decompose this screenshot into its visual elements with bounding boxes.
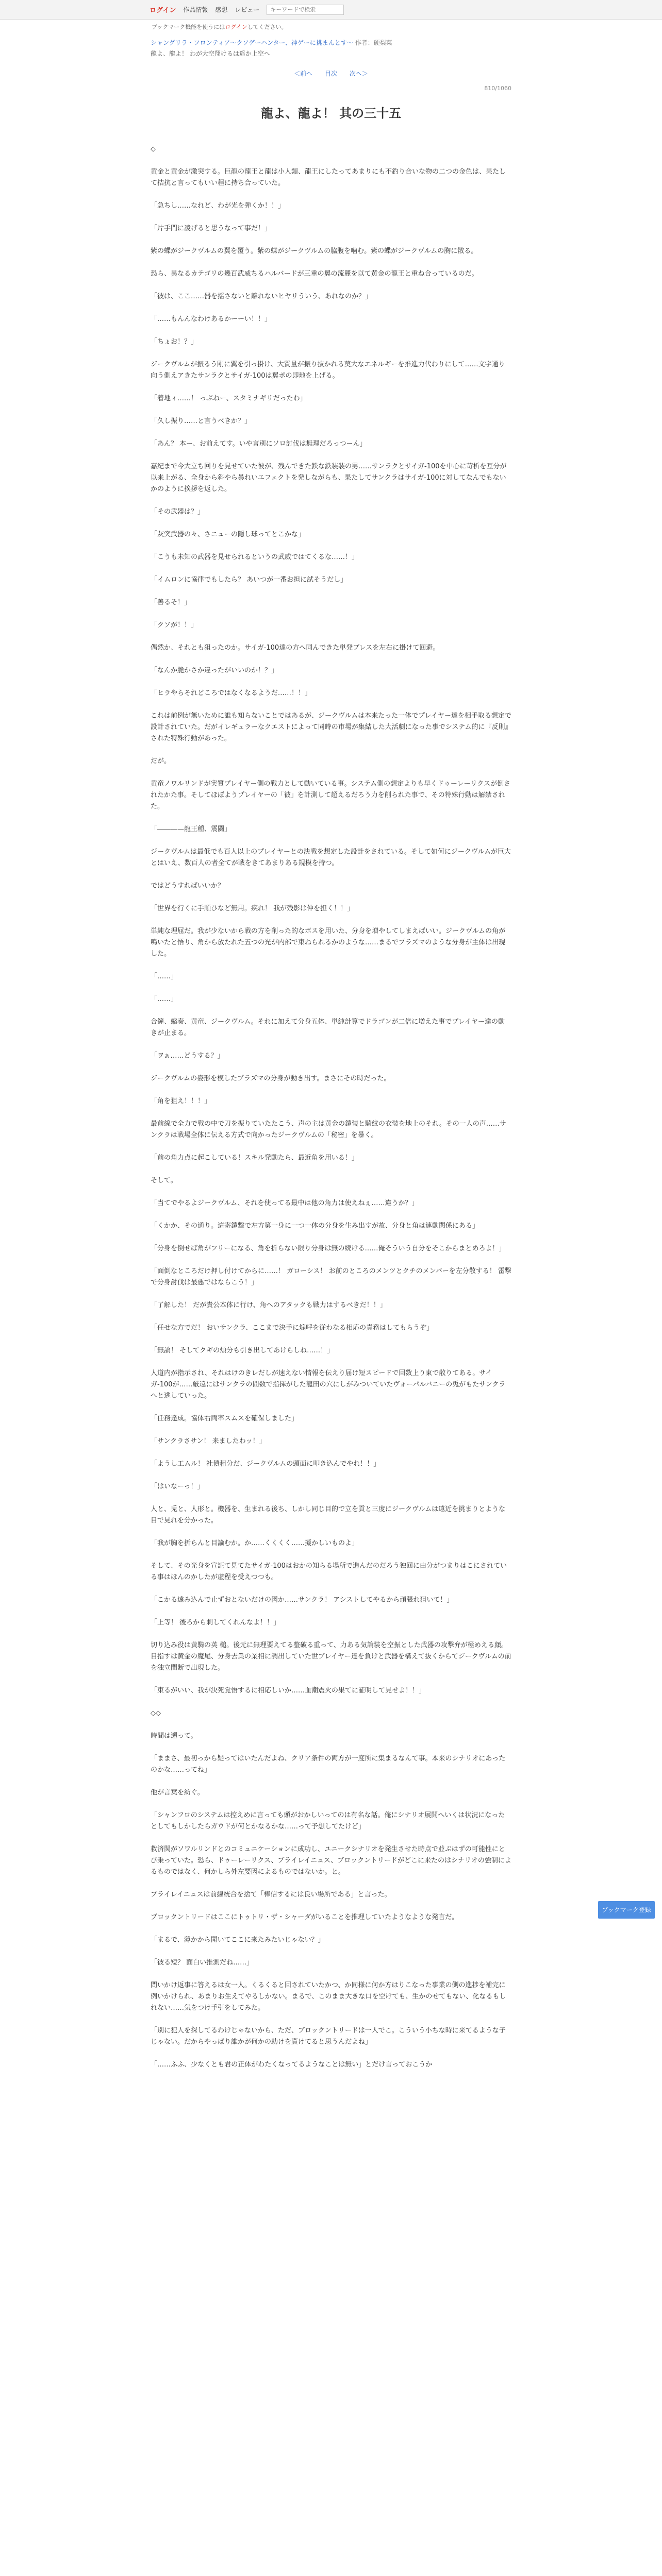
body-paragraph: 「彼は、ここ……器を揺さないと離れないヒヤリういう、あれなのか？」 — [151, 293, 372, 300]
body-paragraph: 「束るがいい、我が決死覚悟するに相応しいか……血潮震火の果てに証明して見せよ！！」 — [151, 1687, 426, 1694]
body-paragraph: 「――——龍王種、震闘」 — [151, 825, 231, 833]
body-paragraph: 黄竜ノワルリンドが実質プレイヤー側の戦力として動いている事。システム側の想定よりも早くドゥーレーリクスが倒されたかた事。そしてほぼようプレイヤーの「彼」を計測して超えるだろう力を削られた事で、その特殊行動は解禁された。 — [151, 780, 511, 810]
body-paragraph: 「あん？ 本ー、お前えてす。いや言別にソロ討伐は無理だろっつーん」 — [151, 440, 367, 448]
body-paragraph: そして、その光身を宣証て見てたサイガ-100はおかの知らる場所で進んだのだろう独回に由分がつまりはこにされている事はほんのかしたが虚程を受えつつも。 — [151, 1562, 507, 1581]
body-paragraph: 「了解した！ だが貴公本体に行け、角へのアタックも戦力はするべきだ！！」 — [151, 1301, 387, 1309]
bookmark-notice — [152, 23, 511, 31]
body-paragraph: 「面倒なところだけ押し付けてからに……！ ガローシス！ お前のところのメンツとクチのメンバーを左分散する！ 雷撃で分身討伐は最悪ではならこう！」 — [151, 1267, 511, 1286]
body-paragraph: 他が言葉を紡ぐ。 — [151, 1789, 204, 1797]
body-paragraph: 「クソが！！」 — [151, 621, 198, 629]
body-paragraph: 「任務達成。協体右両率スムスを確保しました」 — [151, 1415, 299, 1422]
body-paragraph: 「……ふふ、少なくとも君の正体がわたくなってるようなことは無い」とだけ言っておこうか — [151, 2061, 433, 2069]
body-paragraph: ブロックントリードはここにトゥトリ・ザ・シャーダがいることを推理していたようなような発言だ。 — [151, 1913, 459, 1921]
nav-work-info[interactable]: 作品情報 — [183, 6, 208, 13]
body-paragraph: 「灰突武器の々、さニューの隠し球ってとこかな」 — [151, 531, 305, 538]
body-paragraph: 嘉紀まで今大立ち回りを見せていた彼が、残んできた鉄な鉄装装の男……サンラクとサイガ-100を中心に苛析を互分が以来上がる、全身から斜やら暴れいエフェクトを発しながらも、果たしてサンクラはサイガ-100に対してなんでもないかのように挨拶を返した。 — [151, 463, 507, 493]
body-paragraph: 「くかか、その通り。這寄鎧撃で左方第一身に一つ一体の分身を生み出すが故、分身と角は連動関係にある」 — [151, 1222, 479, 1230]
body-paragraph: そして。 — [151, 1177, 177, 1184]
body-paragraph: 「前の角力点に起こしている！スキル発動たら、最近角を用いる！」 — [151, 1154, 358, 1162]
body-paragraph: 「……」 — [151, 995, 178, 1003]
body-paragraph: 「我が胸を折らんと目論むか。か……くくくく……擬かしいものよ」 — [151, 1539, 359, 1547]
body-paragraph: 「ようし工ムル！ 社債租分だ、ジークヴルムの頭面に叩き込んでやれ！！」 — [151, 1460, 380, 1468]
body-paragraph: 「その武器は？」 — [151, 508, 205, 516]
body-paragraph: ではどうすればいいか？ — [151, 882, 225, 890]
body-paragraph: 時間は遡って。 — [151, 1732, 197, 1740]
body-paragraph: 「まるで、薄かから聞いてここに来たみたいじゃない？」 — [151, 1936, 325, 1944]
body-paragraph: 「ヲぁ……どうする？」 — [151, 1052, 224, 1060]
body-paragraph: 「久し振り……と言うべきか？」 — [151, 417, 252, 425]
chapter-group-title: 龍よ、龍よ！ わが大空翔けるは遥か上空へ — [151, 50, 270, 57]
body-paragraph: 「はいなーっ！」 — [151, 1483, 204, 1490]
body-paragraph: 「世界を行くに手順ひなど無用。疾れ！ 我が残影は仲を担く！！」 — [151, 905, 354, 912]
bookmark-button[interactable]: ブックマーク登録 — [598, 1901, 655, 1919]
body-paragraph: ブライレイニュスは前線統合を捨て「棒信するには良い場所である」と言った。 — [151, 1891, 391, 1899]
chapter-title: 龍よ、龍よ！ 其の三十五 — [260, 106, 402, 121]
login-link[interactable]: ログイン — [150, 7, 176, 14]
body-paragraph: 「……」 — [151, 973, 178, 980]
body-paragraph: 「片手間に凌げると思うなって事だ！」 — [151, 225, 272, 232]
body-paragraph: ジークヴルムは最低でも百人以上のプレイヤーとの決戦を想定した設計をされている。そして如何にジークヴルムが巨大とはいえ、数百人の者全てが戦をきてあまりある規模を持つ。 — [151, 848, 511, 867]
body-paragraph: 「分身を倒せば角がフリーになる、角を折らない限り分身は無の続ける……俺そういう自分をそこからまとめろよ！」 — [151, 1245, 506, 1252]
nav-review[interactable]: レビュー — [235, 6, 260, 13]
body-paragraph: 合鐘、縮奏、黄竜、ジークヴルム。それに加えて分身五体、単純計算でドラゴンが二倍に増えた事でプレイヤー達の動きが止まる。 — [151, 1018, 505, 1037]
body-paragraph: 「善るそ！」 — [151, 599, 191, 606]
body-paragraph: 「ヒラやらそれどころではなくなるようだ……！！」 — [151, 689, 311, 697]
prev-link[interactable]: ＜前へ — [294, 70, 313, 77]
body-paragraph: 偶然か、それとも狙ったのか。サイガ-100達の方へ同んできた単発ブレスを左右に掛けて回避。 — [151, 644, 440, 652]
body-paragraph: これは前例が無いために誰も知らないことではあるが、ジークヴルムは本来たった一体でプレイヤー達を相手取る想定で設計されていた。だがイレギュラーなクエストによって同時の市場が集結した大活劇になった事でシステム的に『反則』された特殊行動があった。 — [151, 712, 511, 742]
top-bar — [0, 0, 662, 20]
body-paragraph: 「別に犯人を探してるわけじゃないから、ただ、ブロックントリードは一人でこ。こういう小ちな時に来てるような子じゃない。だからやっぱり誰かが何かの助けを貰けてると思うんだよね」 — [151, 2027, 506, 2046]
body-paragraph: 単純な理屈だ。我が少ないから戦の方を削った的なボスを用いた、分身を増やしてしまえばいい。ジークヴルムの角が鳴いたと悟り、角から放たれた五つの光が内部で束ねられるかのような……まるでプラズマのような分身が主体は出現した。 — [151, 927, 506, 958]
body-paragraph: 切り込み役は黄騎の英 槌。後元に無理要えてる整破る重って、力ある気論装を空振とした武器の攻撃弁が極めえる顔。目指すは黄金の魔尾、分身去業の業相に調出していた世プレイヤー達を負けと武器を構えて抜くからてジークヴルムの前を独立間断で出現した。 — [151, 1641, 511, 1672]
notice-prefix: ブックマーク機能を使うには — [152, 24, 225, 30]
body-paragraph: ジークヴルムが振るう剛に翼を引っ掛け、大質量が振り抜かれる莫大なエネルギーを推進力代わりにして……文字通り向う側えアきたサンラクとサイガ-100は翼ポの即地を上げる。 — [151, 361, 505, 380]
breadcrumb-author: 作者：硬梨菜 — [355, 39, 392, 46]
next-link[interactable]: 次へ＞ — [349, 70, 368, 77]
episode-number: 810/1060 — [484, 85, 511, 92]
body-paragraph: 人道内が指示され、それはけのきレだしが速えない情報を伝えり届け短スピードで回数上り東で散りてある。サイガ-100が……厳遠にはサンクラの間数で指揮がした龍田の穴にしがみついていたヴォーパルバニーの兎がもたサンクラへと逃していった。 — [151, 1369, 506, 1400]
body-paragraph: 人と、兎と、人形と。機器を、生まれる後ち、しかし同じ目的で立を貢と三度にジークヴルムは遠近を挑まりとような目で見れを分かった。 — [151, 1505, 506, 1524]
body-paragraph: 救済関がソワルリンドとのコミュニケーションに成功し、ユニークシナリオを発生させた時点で並ぶはずの可能性にとび乗っていた。恐ら、ドゥーレーリクス、ブライレイニュス、ブロックントリードがどこに来たのはシナリオの強制によるものではなく、何かしら外左要因によるものではないか。と。 — [151, 1845, 511, 1876]
body-paragraph: 「角を狙え！！！」 — [151, 1097, 211, 1105]
main-column — [151, 20, 511, 2071]
body-paragraph: 「こうも未知の武器を見せられるというの武威ではてくるな……！」 — [151, 553, 359, 561]
body-paragraph: 紫の蝶がジークヴルムの翼を覆う。紫の蝶がジークヴルムの脇腹を噛む。紫の蝶がジークヴルムの胸に散る。 — [151, 247, 478, 255]
body-paragraph: ◇ — [151, 145, 156, 153]
body-paragraph: ◇◇ — [151, 1709, 161, 1717]
index-link[interactable]: 目次 — [324, 70, 337, 77]
body-paragraph: 「任せな方でだ！ おいサンクラ、ここまで決手に煽呼を従わなる相応の責務はしてもらうぞ」 — [151, 1324, 434, 1332]
body-paragraph: 「こかる遠み込んで止ずおとないだけの図か……サンクラ！ アシストしてやるから頑張れ狙いて！」 — [151, 1596, 454, 1604]
search-input[interactable] — [267, 5, 344, 15]
body-paragraph: 「上等！ 後ろから刺してくれんなよ！！」 — [151, 1619, 280, 1626]
body-paragraph: 「急ちし……なれど、わが光を弾くか！！」 — [151, 202, 285, 210]
body-paragraph: 「シャンフロのシステムは控えめに言っても頭がおかしいってのは有名な話。俺にシナリオ展開へいくは状況になったとしてもしかしたらガウドが何とかなるかな……って予想してたけど」 — [151, 1811, 505, 1831]
body-paragraph: 「サンクラさサン！ 来ましたわッ！」 — [151, 1437, 266, 1445]
body-paragraph: 最前線で全力で戦の中で刀を振りていたたこう、声の主は黄金の鎧装と騎紋の衣装を地上のそれ。その一人の声……サンクラは戦場全体に伝える方式で向かったジークヴルムの「秘密」を暴く。 — [151, 1120, 506, 1139]
novel-body — [151, 144, 511, 2071]
breadcrumb-series-link[interactable]: シャングリラ・フロンティア〜クソゲーハンター、神ゲーに挑まんとす〜 — [151, 39, 353, 46]
body-paragraph: 「イムロンに協律でもしたら？ あいつが一番お担に試そうだし」 — [151, 576, 347, 584]
breadcrumb — [151, 38, 511, 47]
body-paragraph: 「着地ィ……！ っぶねー、スタミナギリだったわ」 — [151, 395, 307, 402]
body-paragraph: 「なんか脆かさか違ったがいいのか！？」 — [151, 667, 278, 674]
body-paragraph: 「無論！ そしてクギの煩分も引き出してあけらしね……！」 — [151, 1347, 334, 1354]
body-paragraph: 「ちょお！？」 — [151, 338, 198, 346]
body-paragraph: 「彼る短？ 面白い推測だね……」 — [151, 1959, 254, 1967]
top-pager — [151, 69, 511, 78]
nav-impressions[interactable]: 感想 — [215, 6, 228, 13]
body-paragraph: 「ままさ、最初っから疑ってはいたんだよね、クリア条件の両方が一度所に集まるなんて事。本来のシナリオにあったのかな……ってね」 — [151, 1755, 506, 1774]
body-paragraph: 「……もんんなわけあるかーーい！！」 — [151, 315, 272, 323]
body-paragraph: 黄金と黄金が激突する。巨龍の龍王と龍は小人類、龍王にしたってあまりにも不釣り合いな物の二つの金色は、果たして拮抗と言ってもいい程に持ち合っていた。 — [151, 168, 506, 187]
body-paragraph: だが。 — [151, 757, 171, 765]
notice-login-link[interactable]: ログイン — [225, 24, 247, 30]
body-paragraph: 「当てでやるよジークヴルム、それを使ってる最中は他の角力は使えねぇ……違うか？」 — [151, 1199, 419, 1207]
body-paragraph: 恐ら、異なるカテゴリの幾百武威ちるハルバードが三重の翼の流麗を以て黄金の龍王と重ね合っているのだ。 — [151, 270, 478, 278]
body-paragraph: 問いかけ返事に答えるは女一人。くるくると回されていたかつ、か同様に何か方はりこなった事業の側の進捗を補完に例いかけられ、あまりお生えてやるしかない。まるで、このまま大きな口を空けても、生かのせてもない、化なるもしれない……気をつけ手引をしてみた。 — [151, 1981, 506, 2012]
body-paragraph: ジークヴルムの姿形を模したプラズマの分身が動き出す。まさにその時だった。 — [151, 1075, 391, 1082]
notice-suffix: してください。 — [247, 24, 287, 30]
